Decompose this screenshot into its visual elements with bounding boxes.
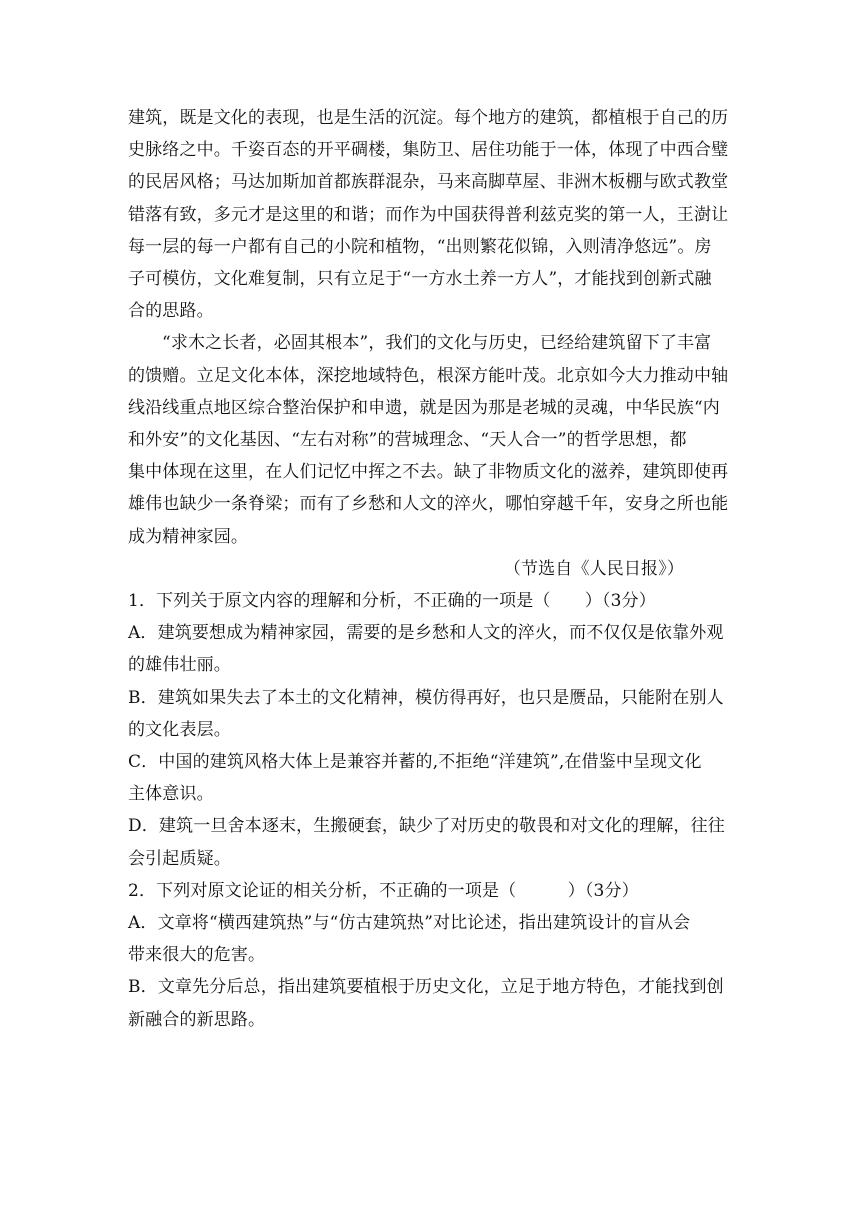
option-line: C．中国的建筑风格大体上是兼容并蓄的,不拒绝“洋建筑”,在借鉴中呈现文化 (128, 752, 702, 773)
option-line: B．建筑如果失去了本土的文化精神，模仿得再好，也只是赝品，只能附在别人 (128, 687, 724, 708)
option-line: B．文章先分后总，指出建筑要植根于历史文化，立足于地方特色，才能找到创 (128, 977, 724, 998)
option-line: 的文化表层。 (128, 719, 231, 740)
text-line: 线沿线重点地区综合整治保护和申遗，就是因为那是老城的灵魂，中华民族“内 (128, 397, 720, 418)
option-line: 的雄伟壮丽。 (128, 655, 231, 676)
text-line: 子可模仿，文化难复制，只有立足于“一方水土养一方人”，才能找到创新式融 (128, 269, 712, 290)
option-d (128, 810, 732, 874)
option-line: A．文章将“横西建筑热”与“仿古建筑热”对比论述，指出建筑设计的盲从会 (128, 913, 691, 934)
option-line: D．建筑一旦舍本逐末，生搬硬套，缺少了对历史的敬畏和对文化的理解，往往 (128, 816, 725, 837)
page-content (128, 102, 732, 1036)
option-a (128, 907, 732, 971)
passage-paragraph-1 (128, 102, 732, 327)
text-line: 成为精神家园。 (128, 526, 249, 547)
option-b (128, 971, 732, 1035)
text-line: 合的思路。 (128, 301, 214, 322)
text-line: 雄伟也缺少一条脊梁；而有了乡愁和人文的淬火，哪怕穿越千年，安身之所也能 (128, 494, 729, 515)
text-line: 史脉络之中。千姿百态的开平碉楼，集防卫、居住功能于一体，体现了中西合璧 (128, 140, 729, 161)
option-line: A．建筑要想成为精神家园，需要的是乡愁和人文的淬火，而不仅仅是依靠外观 (128, 623, 724, 644)
option-line: 新融合的新思路。 (128, 1009, 266, 1030)
passage-source: （节选自《人民日报》） (503, 558, 684, 579)
text-line: “求木之长者，必固其根本”，我们的文化与历史，已经给建筑留下了丰富 (162, 333, 712, 354)
text-line: 和外安”的文化基因、“左右对称”的营城理念、“天人合一”的哲学思想，都 (128, 430, 687, 451)
question-stem: 1．下列关于原文内容的理解和分析，不正确的一项是（ ）（3分） (128, 591, 656, 612)
text-line: 建筑，既是文化的表现，也是生活的沉淀。每个地方的建筑，都植根于自己的历 (128, 108, 729, 128)
option-c (128, 746, 732, 810)
option-line: 会引起质疑。 (128, 848, 231, 869)
question-stem: 2．下列对原文论证的相关分析，不正确的一项是（ ）（3分） (128, 880, 639, 901)
option-a (128, 617, 732, 681)
option-line: 带来很大的危害。 (128, 945, 266, 966)
text-line: 的馈赠。立足文化本体，深挖地域特色，根深方能叶茂。北京如今大力推动中轴 (128, 365, 729, 386)
option-line: 主体意识。 (128, 784, 214, 805)
question-2 (128, 875, 732, 1036)
text-line: 的民居风格；马达加斯加首都族群混杂，马来高脚草屋、非洲木板棚与欧式教堂 (128, 172, 729, 193)
text-line: 集中体现在这里，在人们记忆中挥之不去。缺了非物质文化的滋养，建筑即使再 (128, 462, 729, 483)
passage-paragraph-2 (128, 327, 732, 552)
text-line: 每一层的每一户都有自己的小院和植物，“出则繁花似锦，入则清净悠远”。房 (128, 236, 712, 257)
question-1 (128, 585, 732, 875)
text-line: 错落有致，多元才是这里的和谐；而作为中国获得普利兹克奖的第一人，王澍让 (128, 204, 729, 225)
option-b (128, 682, 732, 746)
